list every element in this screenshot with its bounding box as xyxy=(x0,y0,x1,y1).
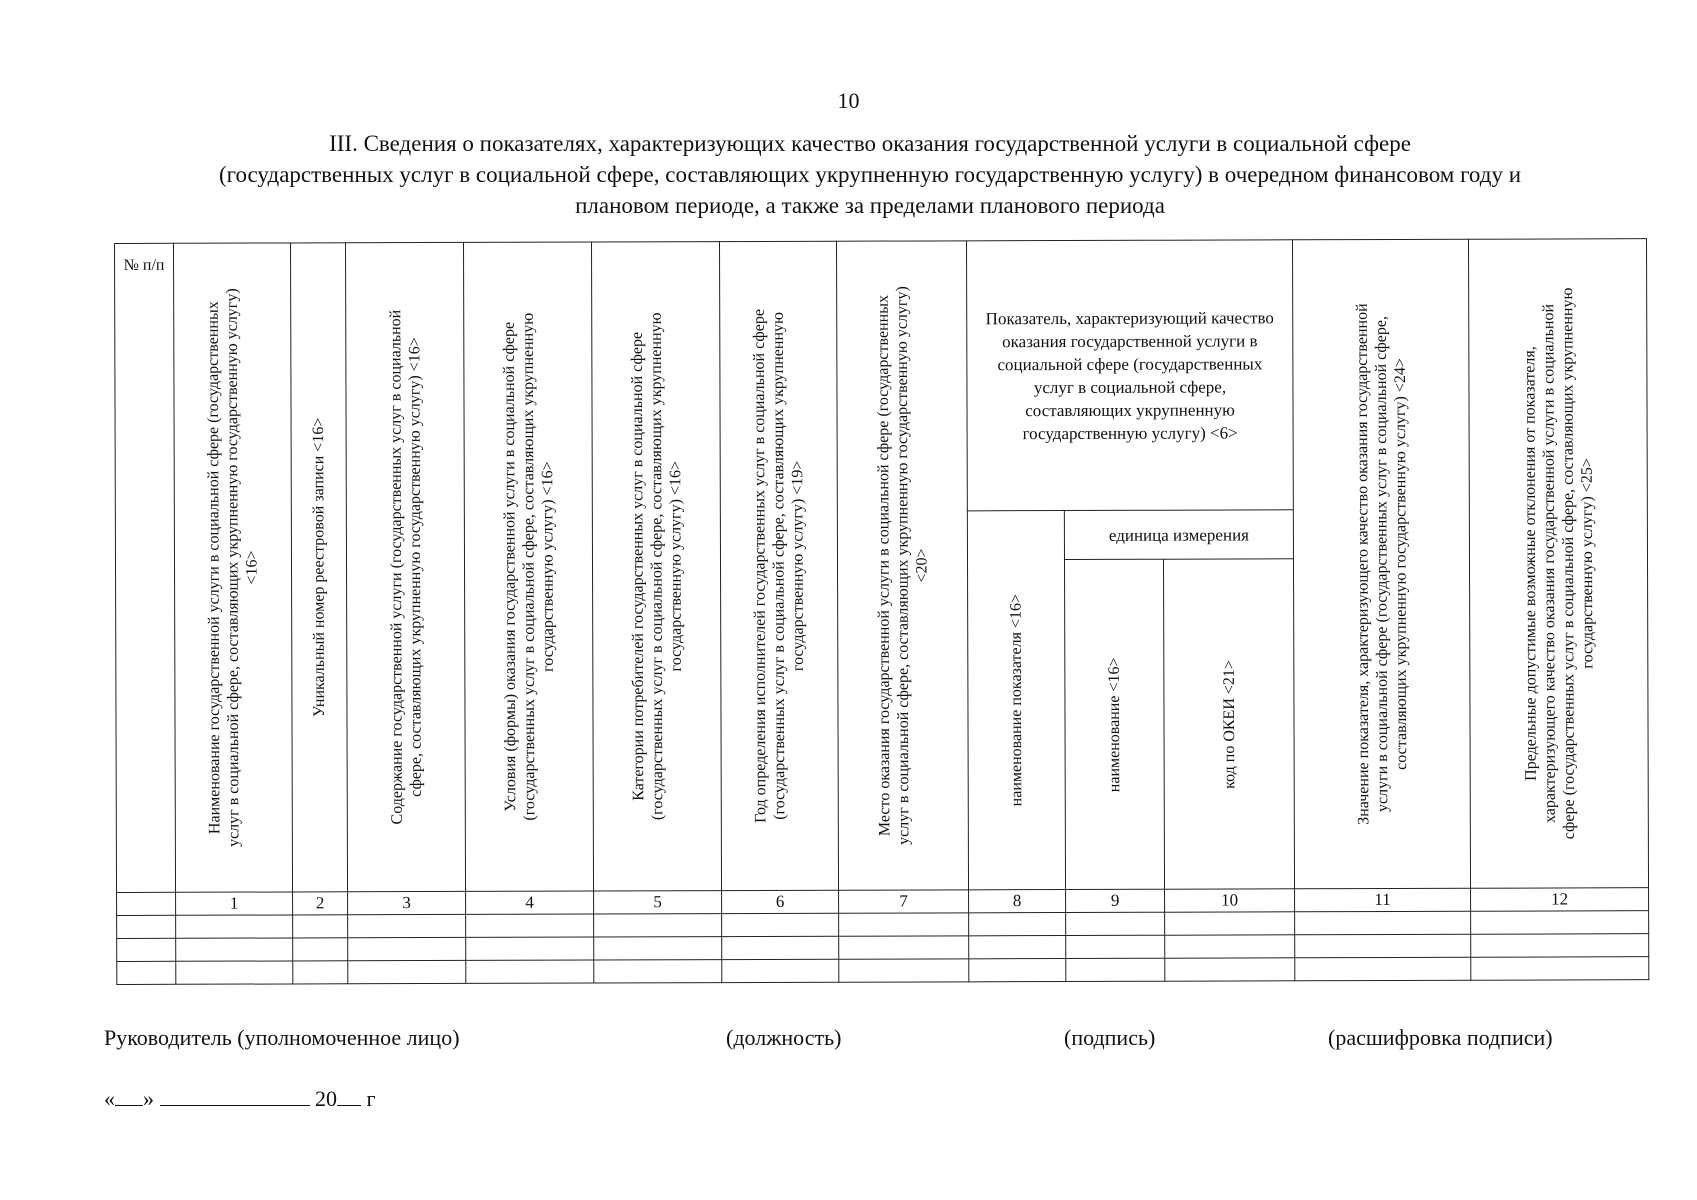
column-number: 2 xyxy=(293,892,348,915)
header-service-conditions xyxy=(463,242,593,891)
table-row xyxy=(117,957,1649,985)
table-cell xyxy=(722,936,839,959)
section-title xyxy=(90,128,1650,221)
table-cell xyxy=(1165,935,1295,958)
column-number: 10 xyxy=(1165,889,1295,912)
header-unit-name-text: наименование <16> xyxy=(1105,656,1124,792)
column-number: 12 xyxy=(1471,888,1649,912)
header-consumer-categories xyxy=(591,242,721,891)
table-cell xyxy=(1471,911,1649,935)
table-cell xyxy=(293,961,348,984)
header-allowed-deviations-text: Предельные допустимые возможные отклонения от показателя, характеризующего качество оказания государственной услуги в социальной сфере (государственных услуг в социальной сфере, составляющих укрупненную государственную услугу) <25> xyxy=(1520,287,1596,840)
table-cell xyxy=(293,915,348,938)
header-quality-indicator: Показатель, характеризующий качество оказания государственной услуги в социальной сфере (государственных услуг в социальной сфере, составляющих укрупненную государственную услугу) <6> xyxy=(966,240,1293,511)
header-executor-year-text: Год определения исполнителей государственных услуг в социальной сфере (государственных услуг в социальной сфере, составляющих укрупненную государственную услугу) <19> xyxy=(750,309,807,823)
year-suffix: г xyxy=(366,1086,376,1111)
date-open-quote: « xyxy=(104,1086,115,1111)
table-cell xyxy=(1165,958,1295,981)
table-cell xyxy=(594,937,722,960)
table-cell xyxy=(1295,957,1471,981)
title-line-1: III. Сведения о показателях, характеризующих качество оказания государственной услуги в социальной сфере xyxy=(329,131,1411,156)
header-number: № п/п xyxy=(115,243,176,892)
header-registry-number-text: Уникальный номер реестровой записи <16> xyxy=(310,417,328,718)
signature-head-label: Руководитель (уполномоченное лицо) xyxy=(104,1025,460,1050)
header-executor-year xyxy=(719,241,838,890)
table-cell xyxy=(594,914,722,937)
date-close-quote: » xyxy=(143,1086,154,1111)
column-number: 6 xyxy=(722,890,839,913)
title-line-2: (государственных услуг в социальной сфере, составляющих укрупненную государственную услугу) в очередном финансовом году и xyxy=(218,162,1522,187)
column-number: 5 xyxy=(594,891,722,914)
table-cell xyxy=(969,936,1066,959)
title-line-3: плановом периоде, а также за пределами планового периода xyxy=(575,193,1165,218)
table-cell xyxy=(1471,957,1649,981)
table-cell xyxy=(1471,934,1649,958)
table-cell xyxy=(348,914,466,937)
table-cell xyxy=(722,913,839,936)
table-cell xyxy=(117,915,176,938)
header-registry-number xyxy=(291,243,348,892)
table-cell xyxy=(839,959,969,982)
header-indicator-name xyxy=(967,511,1065,890)
table-cell xyxy=(1295,934,1471,958)
header-unit: единица измерения xyxy=(1064,510,1293,560)
column-number: 8 xyxy=(969,890,1066,913)
header-service-conditions-text: Условия (формы) оказания государственной услуги в социальной сфере (государственных услуг в социальной сфере, составляющих укрупненную государственную услугу) <16> xyxy=(500,312,557,821)
header-service-place-text: Место оказания государственной услуги в социальной сфере (государственных услуг в социальной сфере, составляющих укрупненную государственную услугу) <20> xyxy=(874,286,931,845)
header-okei-code-text: код по ОКЕИ <21> xyxy=(1220,659,1238,789)
column-number: 4 xyxy=(466,891,594,914)
signature-sign-label: (подпись) xyxy=(1064,1025,1156,1050)
table-cell xyxy=(348,960,466,983)
column-number: 11 xyxy=(1295,888,1471,912)
header-service-content xyxy=(346,242,466,891)
column-number: 1 xyxy=(176,892,293,915)
table-cell xyxy=(1066,935,1165,958)
signature-position-label: (должность) xyxy=(726,1025,842,1050)
signature-decoding-label: (расшифровка подписи) xyxy=(1328,1025,1553,1050)
header-indicator-value-text: Значение показателя, характеризующего качество оказания государственной услуги в социальной сфере (государственных услуг в социальной сфере, составляющих укрупненную государственную услугу) <24> xyxy=(1353,303,1410,825)
header-unit-name xyxy=(1064,559,1164,889)
table-cell xyxy=(117,938,176,961)
table-cell xyxy=(1066,958,1165,981)
table-cell xyxy=(466,914,594,937)
quality-indicators-table xyxy=(114,238,1649,985)
table-cell xyxy=(176,961,293,984)
table-cell xyxy=(839,913,969,936)
table-cell xyxy=(839,936,969,959)
header-indicator-name-text: наименование показателя <16> xyxy=(1007,593,1026,807)
month-blank xyxy=(160,1085,310,1106)
table-cell xyxy=(348,937,466,960)
table-cell xyxy=(969,913,1066,936)
year-blank xyxy=(337,1085,361,1106)
table-cell xyxy=(594,960,722,983)
header-service-content-text: Содержание государственной услуги (государственных услуг в социальной сфере, составляющих укрупненную государственную услугу) <16> xyxy=(386,309,425,825)
table-cell xyxy=(722,959,839,982)
day-blank xyxy=(115,1085,143,1106)
year-prefix: 20 xyxy=(315,1086,337,1111)
table-cell xyxy=(293,938,348,961)
column-number: 9 xyxy=(1066,889,1165,912)
header-service-name-text: Наименование государственной услуги в социальной сфере (государственных услуг в социальной сфере, составляющих укрупненную государственную услугу) <16> xyxy=(204,288,261,847)
column-number: 7 xyxy=(839,890,969,913)
table-cell xyxy=(176,938,293,961)
header-okei-code xyxy=(1163,559,1294,889)
header-indicator-value xyxy=(1293,239,1471,889)
header-allowed-deviations xyxy=(1469,239,1649,889)
column-number xyxy=(117,892,176,915)
date-line xyxy=(104,1085,376,1112)
table-cell xyxy=(466,937,594,960)
column-number: 3 xyxy=(348,891,466,914)
table-cell xyxy=(1295,911,1471,935)
header-consumer-categories-text: Категории потребителей государственных услуг в социальной сфере (государственных услуг в социальной сфере, составляющих укрупненную государственную услугу) <16> xyxy=(628,312,685,821)
header-service-name xyxy=(174,243,293,892)
table-cell xyxy=(969,959,1066,982)
table-cell xyxy=(466,960,594,983)
table-cell xyxy=(176,915,293,938)
page-number: 10 xyxy=(837,88,860,113)
header-service-place xyxy=(836,241,968,890)
table-cell xyxy=(117,961,176,984)
